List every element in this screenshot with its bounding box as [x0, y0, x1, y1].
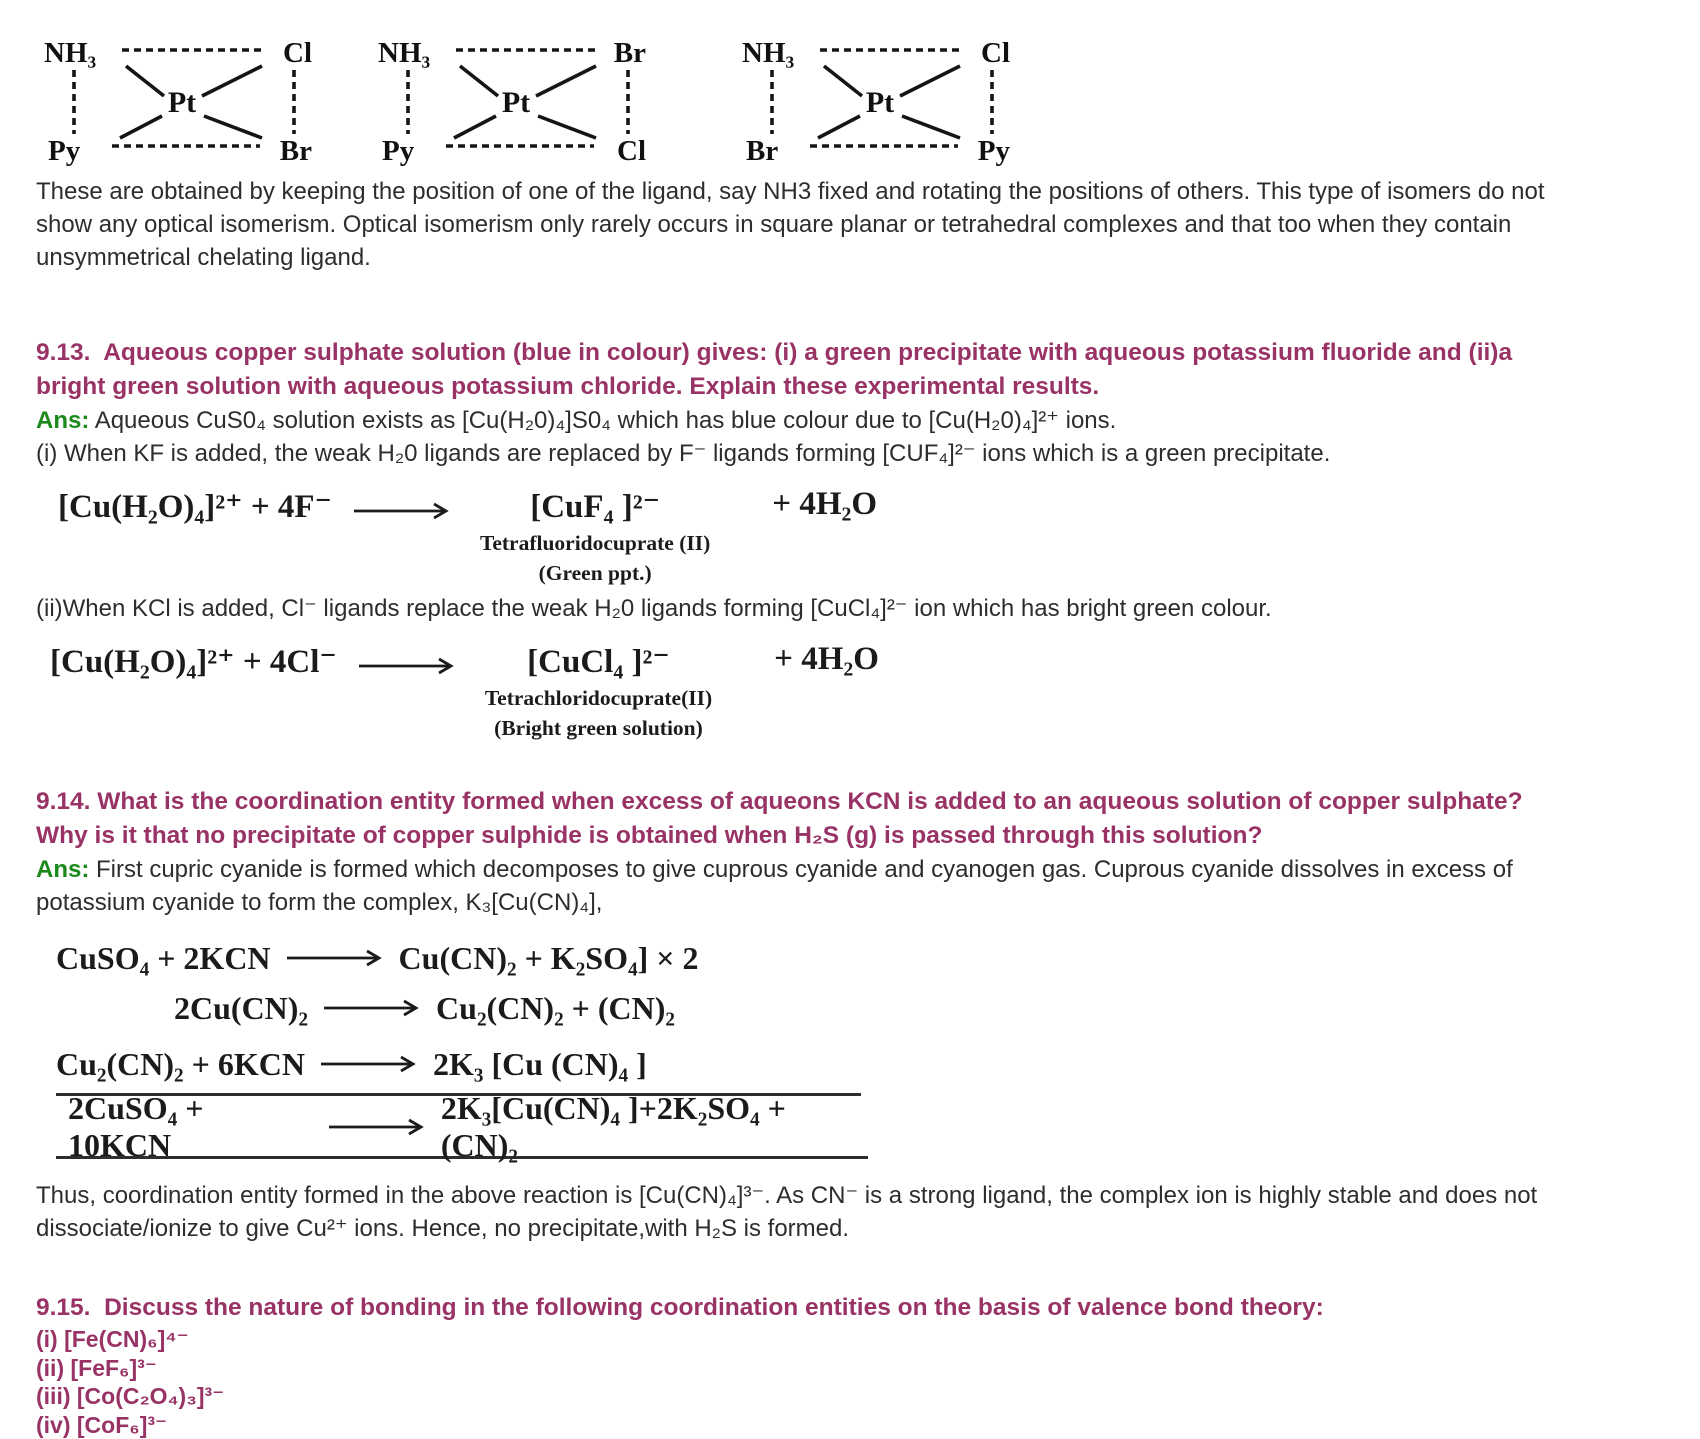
eq2-reactants: [Cu(H₂O)₄]²⁺ + 4Cl⁻ [50, 641, 337, 681]
bond-line [454, 116, 496, 138]
q14-equation-3-underlined [56, 1041, 861, 1096]
bond-line [120, 116, 162, 138]
eq-rhs: 2K₃ [Cu (CN)₄ ] [433, 1046, 647, 1083]
eq2-byproduct: + 4H₂O [774, 641, 879, 678]
eq-rhs: Cu(CN)₂ + K₂SO₄] × 2 [399, 940, 699, 977]
eq1-product: [CuF₄ ]²⁻ [480, 486, 710, 526]
bond-line [202, 66, 262, 96]
q15-item-4: (iv) [CoF₆]³⁻ [36, 1411, 1664, 1439]
bond-line [900, 66, 960, 96]
reaction-arrow-icon [352, 500, 452, 522]
reaction-arrow-icon [322, 997, 422, 1019]
q14-heading: 9.14. What is the coordination entity formed when excess of aqueons KCN is added to an aqueous solution of copper sulphate? Why is it that no precipitate of copper sulphide is obtained when H₂S (g) is passed through this solution? [36, 785, 1561, 853]
eq1-product-note: (Green ppt.) [480, 560, 710, 586]
ligand-label: Br [746, 135, 778, 167]
reaction-arrow-icon [357, 655, 457, 677]
bond-line [818, 116, 860, 138]
eq-rhs: 2K₃[Cu(CN)₄ ]+2K₂SO₄ + (CN)₂ [441, 1090, 868, 1164]
q13-point-i: (i) When KF is added, the weak H₂0 ligands are replaced by F⁻ ligands forming [CUF₄]²⁻ ions which is a green precipitate. [36, 437, 1561, 470]
bond-line [824, 66, 862, 96]
pt-complex-structure-2 [376, 26, 648, 166]
eq-lhs: 2CuSO₄ + 10KCN [68, 1090, 313, 1164]
ligand-label: Py [382, 135, 415, 167]
eq-lhs: 2Cu(CN)₂ [174, 990, 308, 1027]
bond-line [460, 66, 498, 96]
pt-complex-structure-1 [42, 26, 314, 166]
bond-line [536, 66, 596, 96]
q15-item-3: (iii) [Co(C₂O₄)₃]³⁻ [36, 1382, 1664, 1411]
ligand-label: Cl [981, 37, 1010, 69]
q15-item-1: (i) [Fe(CN)₆]⁴⁻ [36, 1325, 1664, 1354]
eq1-byproduct: + 4H₂O [772, 486, 877, 523]
reaction-arrow-icon [327, 1116, 427, 1138]
ligand-label: Br [280, 135, 312, 167]
equation-1 [58, 486, 1664, 586]
q13-answer-line [36, 404, 1561, 437]
reaction-arrow-icon [285, 947, 385, 969]
q14-equation-4-underlined [56, 1104, 868, 1159]
bond-line [538, 116, 596, 138]
ligand-label: NH₃ [44, 37, 97, 69]
eq2-product-column [485, 641, 712, 741]
q14-answer-line [36, 853, 1561, 919]
eq-lhs: CuSO₄ + 2KCN [56, 940, 271, 977]
q15-item-2: (ii) [FeF₆]³⁻ [36, 1354, 1664, 1383]
answer-label: Ans: [36, 407, 89, 434]
ligand-label: NH₃ [378, 37, 431, 69]
eq2-product-name: Tetrachloridocuprate(II) [485, 685, 712, 711]
ligand-label: Cl [283, 37, 312, 69]
bond-line [902, 116, 960, 138]
ligand-label: Cl [617, 135, 646, 167]
reaction-arrow-icon [319, 1053, 419, 1075]
metal-label: Pt [168, 86, 196, 119]
q14-conclusion: Thus, coordination entity formed in the above reaction is [Cu(CN)₄]³⁻. As CN⁻ is a strong ligand, the complex ion is highly stable and does not dissociate/ionize to give Cu²⁺ ions. Hence, no precipitate,with H₂S is formed. [36, 1179, 1556, 1245]
q14-equation-1 [56, 933, 1664, 983]
equation-block-q14 [56, 933, 1664, 1159]
eq1-product-column [480, 486, 710, 586]
bond-line [126, 66, 164, 96]
isomer-structures-row [42, 26, 1664, 166]
metal-label: Pt [866, 86, 894, 119]
q13-point-ii: (ii)When KCl is added, Cl⁻ ligands replace the weak H₂0 ligands forming [CuCl₄]²⁻ ion which has bright green colour. [36, 592, 1561, 625]
q14-equation-2 [174, 983, 1664, 1033]
eq-rhs: Cu₂(CN)₂ + (CN)₂ [436, 990, 675, 1027]
bond-line [204, 116, 262, 138]
equation-2 [50, 641, 1664, 741]
intro-paragraph: These are obtained by keeping the position of one of the ligand, say NH3 fixed and rotating the positions of others. This type of isomers do not show any optical isomerism. Optical isomerism only rarely occurs in square planar or tetrahedral complexes and that too when they contain unsymmetrical chelating ligand. [36, 175, 1556, 274]
ligand-label: Py [978, 135, 1011, 167]
metal-label: Pt [502, 86, 530, 119]
q13-answer-text: Aqueous CuS0₄ solution exists as [Cu(H₂0)₄]S0₄ which has blue colour due to [Cu(H₂0)₄]²⁺ ions. [89, 407, 1116, 434]
pt-complex-structure-3 [740, 26, 1012, 166]
q14-answer-text: First cupric cyanide is formed which decomposes to give cuprous cyanide and cyanogen gas. Cuprous cyanide dissolves in excess of potassium cyanide to form the complex, K₃[Cu(CN)₄], [36, 856, 1513, 916]
eq-lhs: Cu₂(CN)₂ + 6KCN [56, 1046, 305, 1083]
answer-label: Ans: [36, 856, 89, 883]
eq2-product-note: (Bright green solution) [485, 715, 712, 741]
eq1-reactants: [Cu(H₂O)₄]²⁺ + 4F⁻ [58, 486, 332, 526]
ligand-label: Br [614, 37, 646, 69]
eq1-product-name: Tetrafluoridocuprate (II) [480, 530, 710, 556]
ligand-label: Py [48, 135, 81, 167]
ligand-label: NH₃ [742, 37, 795, 69]
eq2-product: [CuCl₄ ]²⁻ [485, 641, 712, 681]
q15-heading: 9.15. Discuss the nature of bonding in the following coordination entities on the basis of valence bond theory: [36, 1291, 1561, 1325]
q13-heading: 9.13. Aqueous copper sulphate solution (blue in colour) gives: (i) a green precipitate with aqueous potassium fluoride and (ii)a bright green solution with aqueous potassium chloride. Explain these experimental results. [36, 336, 1561, 404]
